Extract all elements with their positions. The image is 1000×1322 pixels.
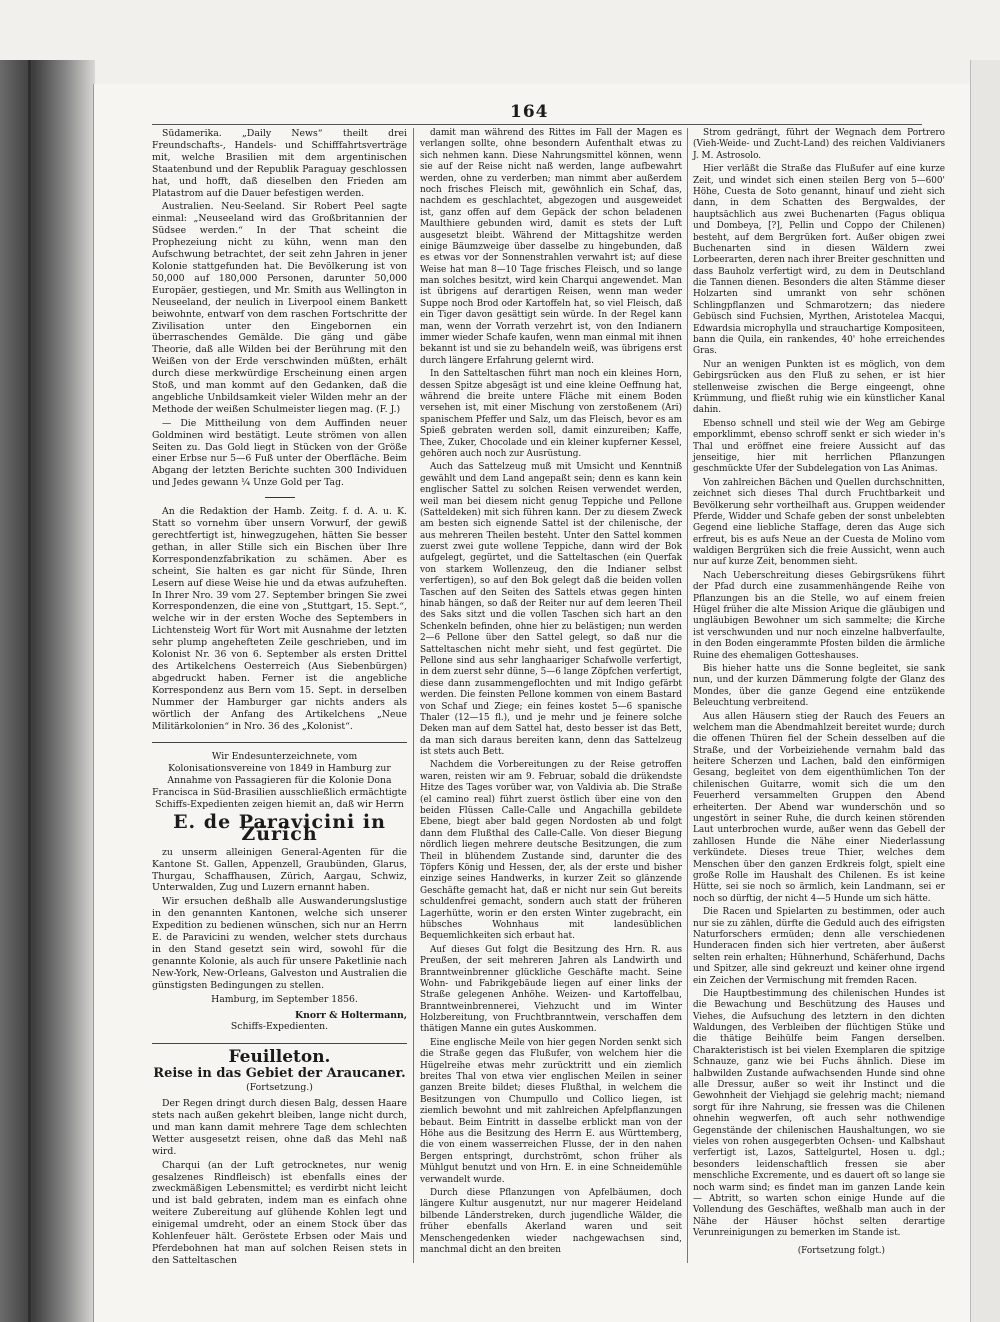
advertisement <box>152 751 407 1033</box>
story-paragraph: Charqui (an der Luft getrocknetes, nur wenig gesalzenes Rindfleisch) ist ebenfalls eines der zweckmäßigen Lebensmittel; es verdirbt nicht leicht und ist bald gebraten, indem man es einfach ohne weitere Zubereitung auf glühende Kohlen legt und einigemal umdreht, oder an einem Stock über das Kohlenfeuer hält. Geröstete Erbsen oder Mais und Pferdebohnen hat man auf solchen Reisen stets in den Satteltaschen <box>152 1159 407 1266</box>
story-title: Reise in das Gebiet der Araucaner. <box>153 1066 406 1082</box>
story-paragraph: Aus allen Häusern stieg der Rauch des Feuers an welchem man die Abendmahlzeit bereitet wurde; durch die offenen Thüren fiel der Schein desselben auf die Straße, und der Vorbeiziehende vernahm bald das heitere Scherzen und Lachen, bald den einförmigen Gesang, begleitet von dem eigenthümlichen Ton der chilenischen Guitarre, womit sich die um den Feuerherd versammelten Gruppen den Abend erheiterten. Der Abend war wunderschön und so ungestört in seiner Ruhe, die durch keinen störenden Laut unterbrochen wurde, außer wenn das Gebell der zahllosen Hunde die Nähe einer Niederlassung verkündete. Dieses treue Thier, welches dem Menschen über den ganzen Erdkreis folgt, spielt eine große Rolle im Haushalt des Chilenen. Es ist keine Hütte, sei sie noch so ärmlich, kein Landmann, sei er noch so dürftig, der nicht 4—5 Hunde um sich hätte. <box>693 711 945 904</box>
separator-ad <box>152 742 407 743</box>
story-paragraph: Nach Ueberschreitung dieses Gebirgsrükens führt der Pfad durch eine zusammenhängende Reihe von Pflanzungen bis an die Stelle, wo auf einem freien Hügel früher die alte Mission Arique die gläubigen und ungläubigen Bewohner um sich sammelte; die Kirche ist verschwunden und nur noch einzelne halbverfaulte, in den Boden eingerammte Pfosten bilden die ärmliche Ruine des ehemaligen Gotteshauses. <box>693 570 945 661</box>
story-paragraph: Von zahlreichen Bächen und Quellen durchschnitten, zeichnet sich dieses Thal durch Fruchtbarkeit und Bevölkerung sehr vortheilhaft aus. Gruppen weidender Pferde, Widder und Schafe geben der sonst unbelebten Gegend eine liebliche Staffage, deren das Auge sich erfreut, bis es aufs Neue an der Cuesta de Molino vom waldigen Bergrüken sich die freie Aussicht, wenn auch nur auf kurze Zeit, benommen sieht. <box>693 477 945 568</box>
column-rule-2 <box>687 128 688 1263</box>
story-paragraph: Eine englische Meile von hier gegen Norden senkt sich die Straße gegen das Flußufer, von welchem hier die Hügelreihe etwas mehr zurücktritt und ein ziemlich breites Thal von etwa vier englischen Meilen in seiner ganzen Breite bildet; dieses Flußthal, in welchem die Besitzungen von Chumpullo und Collico liegen, ist ziemlich bewohnt und mit zahlreichen Apfelpflanzungen bebaut. Beim Eintritt in dasselbe erblickt man von der Höhe aus die Besitzung des Herrn E. aus Württemberg, die von einem wasserreichen Flusse, der in den nahen Bergen entspringt, durchströmt, schon früher als Mühlgut benutzt und von Hrn. E. in eine Schneidemühle verwandelt wurde. <box>420 1037 682 1185</box>
binding-shadow <box>0 60 95 1322</box>
feuilleton-heading: Feuilleton. <box>228 1047 331 1068</box>
story-paragraph: Die Racen und Spielarten zu bestimmen, oder auch nur sie zu zählen, dürfte die Geduld auch des eifrigsten Naturforschers ermüden; denn alle verschiedenen Hunderacen finden sich hier vertreten, aber äußerst selten rein erhalten; Hühnerhund, Schäferhund, Dachs und Spitzer, alle sind gekreuzt und keiner ohne irgend ein Zeichen der Vermischung mit fremden Racen. <box>693 907 945 986</box>
column-3 <box>693 128 945 1257</box>
story-paragraph: Auf dieses Gut folgt die Besitzung des Hrn. R. aus Preußen, der seit mehreren Jahren als Landwirth und Branntweinbrenner glückliche Geschäfte macht. Seine Wohn- und Fabrikgebäude liegen auf einer links der Straße gelegenen Anhöhe. Weizen- und Kartoffelbau, Branntweinbrennerei, Viehzucht und im Winter Holzbereitung, von Fruchtbranntwein, verschaffen dem thätigen Manne ein gutes Auskommen. <box>420 944 682 1035</box>
column-1 <box>152 128 407 1269</box>
ad-place-date: Hamburg, im September 1856. <box>211 993 358 1005</box>
story-paragraph: Bis hieher hatte uns die Sonne begleitet, sie sank nun, und der kurzen Dämmerung folgte der Glanz des Mondes, über die ganze Gegend eine entzükende Beleuchtung verbreitend. <box>693 663 945 709</box>
story-paragraph: Nur an wenigen Punkten ist es möglich, von dem Gebirgsrücken aus den Fluß zu sehen, er ist hier stellenweise zwischen die Berge eingeengt, ohne Krümmung, und fließt ruhig wie ein künstlicher Kanal dahin. <box>693 359 945 416</box>
page-number: 164 <box>510 102 549 122</box>
ad-signature: Knorr & Holtermann, <box>295 1009 407 1021</box>
article-goldminen: — Die Mittheilung von dem Auffinden neuer Goldminen wird bestätigt. Leute strömen von allen Seiten zu. Das Gold liegt in Stücken von der Größe einer Erbse nur 5—6 Fuß unter der Oberfläche. Beim Abgang der letzten Berichte suchten 300 Individuen und Jedes gewann ¼ Unze Gold per Tag. <box>152 417 407 489</box>
to-be-continued: (Fortsetzung folgt.) <box>797 1245 885 1256</box>
story-paragraph: Auch das Sattelzeug muß mit Umsicht und Kenntniß gewählt und dem Land angepaßt sein; denn es kann kein englischer Sattel zu solchen Reisen verwendet werden, weil man bei diesem nicht genug Teppiche und Pellone (Satteldeken) mit sich führen kann. Der zu diesem Zweck am besten sich eignende Sattel ist der chilenische, der aus mehreren Theilen besteht. Unter den Sattel kommen zuerst zwei gute wollene Teppiche, dann wird der Bok aufgelegt, gegürtet, und die Satteltaschen (ein Querfak von starkem Wollenzeug, den die Indianer selbst verfertigen), so auf den Bok gelegt daß die beiden vollen Taschen auf den Seiten des Sattels etwas gegen hinten hinab hängen, so daß der Reiter nur auf dem leeren Theil des Saks sitzt und die vollen Taschen sich hart an den Schenkeln befinden, ohne hier zu belästigen; nun werden 2—6 Pellone über den Sattel gelegt, so daß nur die Satteltaschen nicht mehr sieht, und fest gegürtet. Die Pellone sind aus sehr langhaariger Schafwolle verfertigt, in dem zuerst sehr dünne, 5—6 lange Zöpfchen verfertigt, diese dann zusammengeflochten und mit Indigo gefärbt werden. Die feinsten Pellone kommen von einem Bastard von Schaf und Ziege; ein feines kostet 5—6 spanische Thaler (12—15 fl.), und je mehr und je feinere solche Deken man auf dem Sattel hat, desto besser ist das Bett, da man sich daraus bereiten kann, denn das Sattelzeug ist stets auch Bett. <box>420 462 682 758</box>
column-rule-1 <box>413 128 414 1263</box>
ad-body-2: Wir ersuchen deßhalb alle Auswanderungslustige in den genannten Kantonen, welche sich unserer Expedition zu bedienen wünschen, sich nur an Herrn E. de Paravicini zu wenden, welcher stets durchaus in den Stand gesetzt sein wird, sowohl für die genannte Kolonie, als auch für unsere Paketlinie nach New-York, New-Orleans, Galveston und Australien die günstigsten Bedingungen zu stellen. <box>152 896 407 991</box>
article-suedamerika: Südamerika. „Daily News“ theilt drei Freundschafts-, Handels- und Schifffahrtsverträge mit, welche Brasilien mit dem argentinischen Staatenbund und der Republik Paraguay geschlossen hat, und hofft, daß dieselben den Frieden am Platastrom auf die Dauer befestigen werden. <box>152 128 407 199</box>
story-paragraph: Nachdem die Vorbereitungen zu der Reise getroffen waren, reisten wir am 9. Februar, sobald die drükendste Hitze des Tages vorüber war, von Valdivia ab. Die Straße (el camino real) führt zuerst östlich über eine von den beiden Flüssen Calle-Calle und Angachilla gebildete Ebene, biegt aber bald gegen Nordosten ab und folgt dann dem Flußthal des Calle-Calle. Von dieser Biegung nördlich liegen mehrere deutsche Besitzungen, die zum Theil in blühendem Zustande sind, darunter die des Töpfers König und Hessen, der, als der erste und bisher einzige seines Handwerks, in kurzer Zeit so glänzende Geschäfte gemacht hat, daß er nicht nur sein Gut bereits schuldenfrei gemacht, sondern auch statt der früheren Lagerhütte, worin er den ersten Winter zugebracht, ein hübsches Wohnhaus mit landesüblichen Bequemlichkeiten sich erbaut hat. <box>420 760 682 942</box>
header-rule <box>152 124 922 125</box>
article-redaktion: An die Redaktion der Hamb. Zeitg. f. d. A. u. K. Statt so vornehm über unsern Vorwurf, der gewiß gerechtfertigt ist, hinwegzugehen, hätten Sie besser gethan, in aller Stille sich ein Bischen über Ihre Korrespondenzfabrikation zu schämen. Aber es scheint, Sie halten es gar nicht für Sünde, Ihren Lesern auf diese Weise hie und da etwas aufzuheften. In Ihrer Nro. 39 vom 27. September bringen Sie zwei Korrespondenzen, die eine von „Stuttgart, 15. Sept.“, welche wir in der ersten Woche des Septembers in Lichtensteig Wort für Wort mit Ausnahme der letzten sehr plump angehefteten Zeile geschrieben, und im Kolonist Nr. 36 von 6. September als ersten Drittel des Artikelchens Oesterreich (Aus Siebenbürgen) abgedruckt haben. Ferner ist die angebliche Korrespondenz aus Bern vom 15. Sept. in derselben Nummer der Hamburger gar nichts anders als wörtlich der Anfang des Artikelchens „Neue Militärkolonien“ in Nro. 36 des „Kolonist“. <box>152 506 407 732</box>
story-paragraph: Durch diese Pflanzungen von Apfelbäumen, doch längere Kultur ausgenutzt, nur nur magerer Heideland bilbende Länderstreken, durch jugendliche Wälder, die früher ebenfalls Akerland waren und seit Menschengedenken wieder nachgewachsen sind, manchmal dicht an den breiten <box>420 1187 682 1255</box>
story-paragraph: damit man während des Rittes im Fall der Magen es verlangen sollte, ohne besondern Aufenthalt etwas zu sich nehmen kann. Diese Nahrungsmittel können, wenn sie auf der Reise nicht naß werden, lange aufbewahrt werden, ohne zu verderben; man nimmt aber außerdem noch frisches Fleisch mit, gewöhnlich ein Schaf, das, nachdem es geschlachtet, abgezogen und ausgeweidet ist, ganz offen auf dem Gepäck der schon beladenen Maulthiere gebunden wird, damit es stets der Luft ausgesetzt bleibt. Während der Mittagshitze werden einige Bäumzweige über dasselbe zu hingebunden, daß es etwas vor der Sonnenstrahlen verwahrt ist; auf diese Weise hat man 8—10 Tage frisches Fleisch, und so lange man solches besitzt, wird kein Charqui angewendet. Man ist übrigens auf derartigen Reisen, wenn man weder Suppe noch Brod oder Kartoffeln hat, so viel Fleisch, daß ein Tiger davon gesättigt sein würde. In der Regel kann man, wenn der Vorrath verzehrt ist, von den Indianern immer wieder Schafe kaufen, wenn man einmal mit ihnen bekannt ist und sie zu behandeln weiß, was übrigens erst durch längere Erfahrung gelernt wird. <box>420 128 682 366</box>
ad-body: zu unserm alleinigen General-Agenten für die Kantone St. Gallen, Appenzell, Graubünden, Glarus, Thurgau, Schaffhausen, Zürich, Aargau, Schwiz, Unterwalden, Zug und Luzern ernannt haben. <box>152 846 407 894</box>
adjacent-page-edge <box>970 60 1000 1322</box>
story-continuation: (Fortsetzung.) <box>246 1082 313 1094</box>
ad-intro: Wir Endesunterzeichnete, vom Kolonisationsvereine von 1849 in Hamburg zur Annahme von Passagieren für die Kolonie Dona Francisca in Süd-Brasilien ausschließlich ermächtigte Schiffs-Expedienten zeigen hiemit an, daß wir Herrn <box>152 751 407 811</box>
column-2 <box>420 128 682 1258</box>
story-paragraph: In den Satteltaschen führt man noch ein kleines Horn, dessen Spitze abgesägt ist und eine kleine Oeffnung hat, während die breite untere Fläche mit einem Boden versehen ist, mit einer Mischung von zerstoßenem (Ari) spanischem Pfeffer und Salz, um das Fleisch, bevor es am Spieß gebraten werden soll, damit einzureiben; Kaffe, Thee, Zuker, Chocolade und ein kleiner kupferner Kessel, gehören auch noch zur Ausrüstung. <box>420 369 682 459</box>
story-paragraph: Hier verläßt die Straße das Flußufer auf eine kurze Zeit, und windet sich einen steilen Berg von 5—600' Höhe, Cuesta de Soto genannt, hinauf und zieht sich dann, in dem Schatten des Bergwaldes, der hauptsächlich aus zwei Buchenarten (Fagus obliqua und Dombeya, [?], Pellin und Coppo der Chilenen) besteht, auf dem Bergrüken fort. Außer obigen zwei Buchenarten sind in diesen Wäldern zwei Lorbeerarten, deren nach ihrer Breiter geschnitten und dass Bauholz verfertigt wird, zu dem in Deutschland die Tannen dienen. Besonders die alten Stämme dieser Holzarten sind umrankt von sehr schönen Schlingpflanzen und Schmarotzern; das niedere Gebüsch sind Fuchsien, Myrthen, Aristotelea Macqui, Edwardsia microphylla und strauchartige Kompositeen, bann die Quila, ein rankendes, 40' hohe erreichendes Gras. <box>693 164 945 357</box>
ad-name: E. de Paravicini in Zürich <box>173 810 386 845</box>
story-paragraph: Der Regen dringt durch diesen Balg, dessen Haare stets nach außen gekehrt bleiben, lange nicht durch, und man kann damit mehrere Tage dem schlechten Wetter ausgesetzt reisen, ohne daß das Mehl naß wird. <box>152 1098 407 1157</box>
separator-feuilleton <box>152 1043 407 1044</box>
ad-signature-role: Schiffs-Expedienten. <box>230 1021 329 1033</box>
story-paragraph: Ebenso schnell und steil wie der Weg am Gebirge emporklimmt, ebenso schroff senkt er sich wieder in's Thal und eröffnet eine freiere Aussicht auf das jenseitige, hier mit herrlichen Pflanzungen geschmückte Ufer der Subdelegation von Las Animas. <box>693 418 945 475</box>
story-paragraph: Die Hauptbestimmung des chilenischen Hundes ist die Bewachung und Beschützung des Hauses und Viehes, die Aufsuchung des letztern in den dichten Waldungen, des Verbleiben der flüchtigen Stüke und die thätige Beihülfe beim Fangen derselben. Charakteristisch ist bei vielen Exemplaren die spitzige Schnauze, ganz wie bei Fuchs ähnlich. Diese im halbwilden Zustande aufwachsenden Hunde sind ohne alle Dressur, außer so weit ihr Instinct und die Gewohnheit der Viehjagd sie gelehrig macht; niemand sorgt für ihre Nahrung, sie fressen was die Chilenen ohnehin wegwerfen, oft auch sehr nothwendige Gegenstände der chilenischen Haushaltungen, wo sie vieles von rohen ausgegerbten Ochsen- und Kalbshaut verfertigt ist, Lazos, Sattelgurtel, Hosen u. dgl.; besonders leidenschaftlich fressen sie aber menschliche Excremente, und es dauert oft so lange sie noch warm sind; es findet man im ganzen Lande kein — Abtritt, so warten schon einige Hunde auf die Vollendung des Geschäftes, weßhalb man auch in der Nähe der Häuser höchst selten derartige Verunreinigungen zu bemerken im Stande ist. <box>693 988 945 1239</box>
binding-edge <box>28 60 31 1322</box>
story-paragraph: Strom gedrängt, führt der Wegnach dem Portrero (Vieh-Weide- und Zucht-Land) des reichen Valdivianers J. M. Astrosolo. <box>693 128 945 161</box>
separator <box>265 497 295 498</box>
article-australien: Australien. Neu-Seeland. Sir Robert Peel sagte einmal: „Neuseeland wird das Großbritannien der Südsee werden.“ In der That scheint die Prophezeiung nicht zu kühn, wenn man den Aufschwung betrachtet, der seit zehn Jahren in jener Kolonie stattgefunden hat. Die Bevölkerung ist von 50,000 auf 180,000 Personen, darunter 50,000 Europäer, gestiegen, und Mr. Smith aus Wellington in Neuseeland, der neulich in Liverpool einem Bankett beiwohnte, entwarf von dem raschen Fortschritte der Zivilisation unter den Eingebornen ein überraschendes Gemälde. Die gäng und gäbe Theorie, daß alle Wilden bei der Berührung mit den Weißen von der Erde verschwinden müßten, erhält durch diese merkwürdige Erscheinung einen argen Stoß, und man kommt auf den Gedanken, daß die angebliche Unbildsamkeit vieler Wilden mehr an der Methode der weißen Schulmeister liegen mag. (F. J.) <box>152 201 407 415</box>
